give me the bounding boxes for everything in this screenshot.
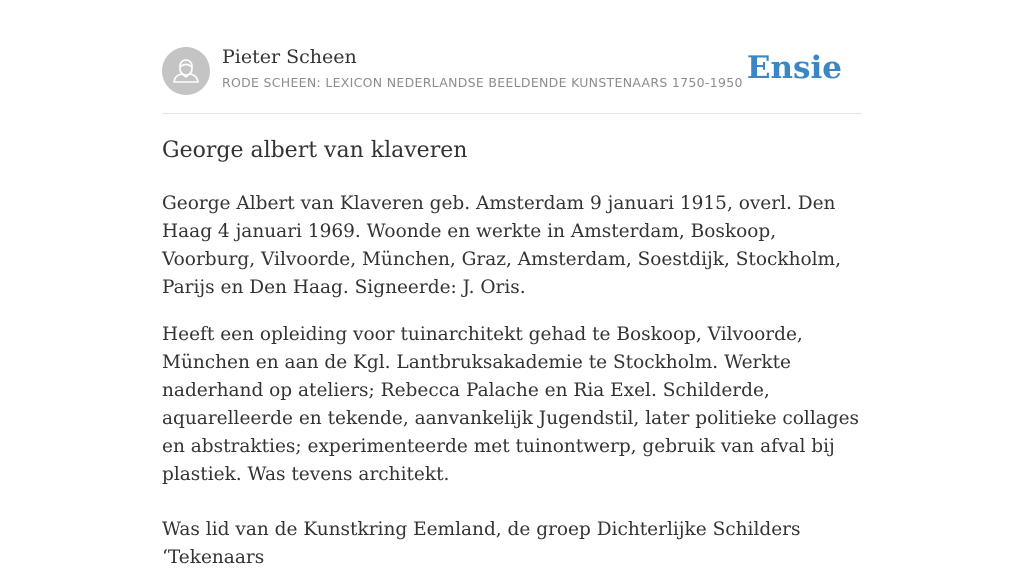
article-title: George albert van klaveren — [162, 138, 468, 163]
paragraph: Was lid van de Kunstkring Eemland, de groep Dichterlijke Schilders ‘Tekenaars — [162, 519, 801, 568]
brand-logo[interactable]: Ensie — [746, 50, 842, 86]
avatar[interactable] — [162, 47, 210, 95]
article-body — [162, 190, 864, 572]
article-header — [162, 46, 862, 96]
paragraph: George Albert van Klaveren geb. Amsterdam 9 januari 1915, overl. Den Haag 4 januari 1969. Woonde en werkte in Amsterdam, Boskoop, Voorburg, Vilvoorde, München, Graz, Amsterdam, Soestdijk, Stockholm, Parijs en Den Haag. Signeerde: J. Oris. — [162, 193, 841, 298]
user-icon — [162, 47, 210, 95]
author-name[interactable]: Pieter Scheen — [222, 46, 357, 68]
header-divider — [162, 113, 862, 114]
paragraph: Heeft een opleiding voor tuinarchitekt gehad te Boskoop, Vilvoorde, München en aan de Kgl. Lantbruksakademie te Stockholm. Werkte naderhand op ateliers; Rebecca Palache en Ria Exel. Schilderde, aquarelleerde en tekende, aanvankelijk Jugendstil, later politieke collages en abstrakties; experimenteerde met tuinontwerp, gebruik van afval bij plastiek. Was tevens architekt. — [162, 324, 860, 485]
source-publication[interactable]: RODE SCHEEN: LEXICON NEDERLANDSE BEELDENDE KUNSTENAARS 1750-1950 — [222, 75, 743, 90]
